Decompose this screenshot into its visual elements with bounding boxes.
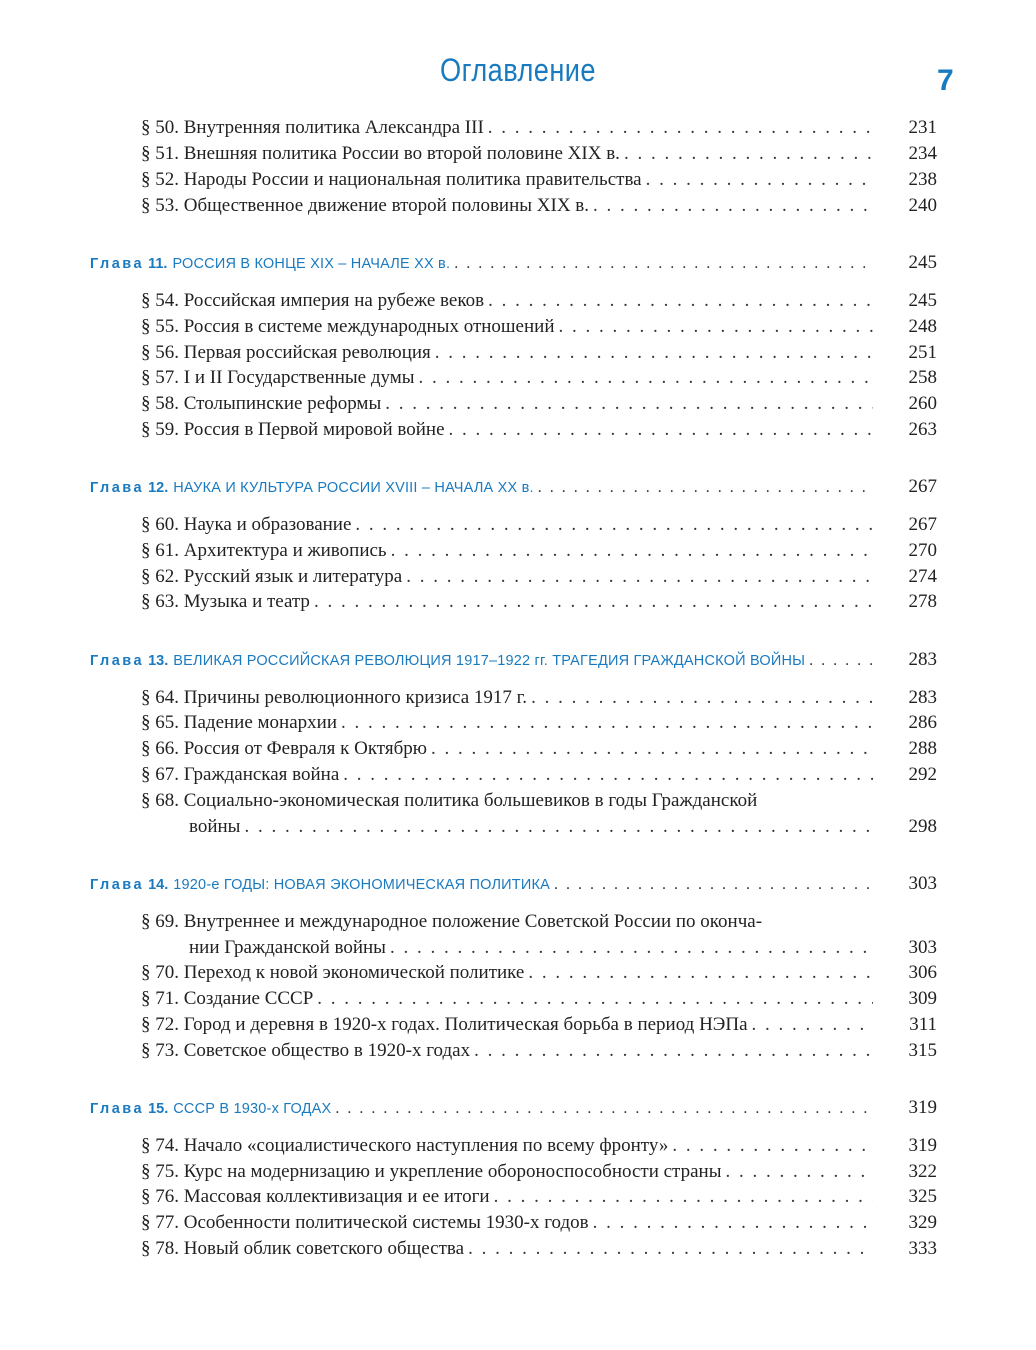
leader-dots	[752, 1014, 874, 1036]
toc-entry[interactable]	[141, 764, 937, 790]
toc-entry-label: § 59. Россия в Первой мировой войне	[141, 419, 445, 440]
leader-dots	[558, 316, 873, 338]
toc-entry-label: § 52. Народы России и национальная политика правительства	[141, 169, 642, 190]
toc-entry-page: 240	[908, 195, 937, 216]
leader-dots	[391, 540, 873, 562]
leader-dots	[454, 255, 873, 273]
toc-entry-page: 329	[908, 1212, 937, 1233]
toc-chapter[interactable]	[90, 476, 937, 502]
toc-entry-page: 238	[908, 169, 937, 190]
leader-dots	[488, 117, 873, 139]
toc-entry-page: 263	[908, 419, 937, 440]
chapter-number: 12.	[148, 480, 169, 496]
toc-entry[interactable]	[141, 1161, 937, 1187]
chapter-number: 15.	[148, 1101, 169, 1117]
leader-dots	[494, 1186, 873, 1208]
leader-dots	[449, 419, 873, 441]
leader-dots	[528, 962, 873, 984]
toc-entry[interactable]	[141, 1135, 937, 1161]
toc-chapter[interactable]	[90, 252, 937, 278]
toc-entry-page: 319	[908, 1135, 937, 1156]
toc-entry[interactable]	[141, 1014, 937, 1040]
toc-entry-label: § 60. Наука и образование	[141, 514, 352, 535]
leader-dots	[593, 1212, 873, 1234]
toc-entry[interactable]	[141, 367, 937, 393]
chapter-word: Глава	[90, 256, 145, 272]
leader-dots	[646, 169, 873, 191]
toc-entry-label: § 55. Россия в системе международных отношений	[141, 316, 555, 337]
toc-entry-label: § 62. Русский язык и литература	[141, 566, 403, 587]
toc-entry-page: 248	[908, 316, 937, 337]
toc-entry-page: 288	[908, 738, 937, 759]
toc-entry[interactable]	[141, 195, 937, 221]
toc-entry-label: § 53. Общественное движение второй половины XIX в.	[141, 195, 590, 216]
leader-dots	[343, 764, 873, 786]
toc-entry-label: § 65. Падение монархии	[141, 712, 337, 733]
toc-entry[interactable]	[141, 540, 937, 566]
toc-entry-page: 274	[908, 566, 937, 587]
toc-entry-page: 270	[908, 540, 937, 561]
toc-entry-page: 333	[908, 1238, 937, 1259]
toc-entry[interactable]	[141, 1238, 937, 1264]
toc-entry[interactable]	[141, 687, 937, 713]
leader-dots	[593, 195, 873, 217]
toc-entry-label: § 71. Создание СССР	[141, 988, 314, 1009]
toc-entry-label: § 69. Внутреннее и международное положение Советской России по оконча-	[141, 911, 763, 932]
toc-entry-page: 303	[908, 873, 937, 894]
toc-entry-label: § 54. Российская империя на рубеже веков	[141, 290, 485, 311]
toc-entry-page: 315	[908, 1040, 937, 1061]
toc-entry-label: § 74. Начало «социалистического наступления по всему фронту»	[141, 1135, 669, 1156]
toc-entry-page: 322	[908, 1161, 937, 1182]
leader-dots	[390, 937, 873, 959]
toc-entry-label: § 58. Столыпинские реформы	[141, 393, 382, 414]
toc-entry-label: § 56. Первая российская революция	[141, 342, 431, 363]
toc-entry-page: 283	[908, 687, 937, 708]
toc-entry-page: 231	[908, 117, 937, 138]
toc-entry-label: § 64. Причины революционного кризиса 1917 г.	[141, 687, 528, 708]
toc-chapter[interactable]	[90, 873, 937, 899]
toc-entry-page: 283	[908, 649, 937, 670]
toc-chapter[interactable]	[90, 1097, 937, 1123]
toc-entry-label: § 76. Массовая коллективизация и ее итоги	[141, 1186, 490, 1207]
toc-entry-page: 298	[908, 816, 937, 837]
toc-entry-label: § 50. Внутренняя политика Александра III	[141, 117, 484, 138]
toc-entry[interactable]	[141, 342, 937, 368]
toc-entry[interactable]	[141, 419, 937, 445]
leader-dots	[538, 479, 873, 497]
toc-entry-label: § 57. I и II Государственные думы	[141, 367, 415, 388]
leader-dots	[809, 652, 873, 670]
chapter-word: Глава	[90, 1101, 145, 1117]
toc-entry-page: 260	[908, 393, 937, 414]
leader-dots	[725, 1161, 873, 1183]
toc-entry[interactable]	[141, 566, 937, 592]
toc-entry-page: 325	[908, 1186, 937, 1207]
toc-entry[interactable]	[141, 988, 937, 1014]
toc-entry[interactable]	[141, 1040, 937, 1066]
toc-entry-page: 245	[908, 252, 937, 273]
chapter-word: Глава	[90, 480, 145, 496]
toc-entry[interactable]	[141, 962, 937, 988]
leader-dots	[314, 591, 873, 613]
toc-entry[interactable]	[141, 316, 937, 342]
chapter-number: 14.	[148, 877, 169, 893]
toc-entry-label: § 73. Советское общество в 1920-х годах	[141, 1040, 471, 1061]
toc-entry-label: § 51. Внешняя политика России во второй половине XIX в.	[141, 143, 620, 164]
toc-entry-page: 267	[908, 514, 937, 535]
leader-dots	[341, 712, 873, 734]
toc-entry[interactable]	[141, 1186, 937, 1212]
toc-entry-label: § 75. Курс на модернизацию и укрепление обороноспособности страны	[141, 1161, 722, 1182]
toc-entry-page: 267	[908, 476, 937, 497]
toc-entry-page: 258	[908, 367, 937, 388]
toc-entry-label: § 77. Особенности политической системы 1930-х годов	[141, 1212, 589, 1233]
chapter-title: ВЕЛИКАЯ РОССИЙСКАЯ РЕВОЛЮЦИЯ 1917–1922 гг. ТРАГЕДИЯ ГРАЖДАНСКОЙ ВОЙНЫ	[173, 653, 806, 669]
chapter-word: Глава	[90, 653, 145, 669]
toc-entry-label-cont: войны	[189, 816, 241, 837]
toc-entry-page: 306	[908, 962, 937, 983]
toc-entry[interactable]	[141, 514, 937, 540]
toc-entry-page: 278	[908, 591, 937, 612]
toc-entry[interactable]	[141, 1212, 937, 1238]
toc-entry[interactable]	[141, 937, 937, 963]
leader-dots	[624, 143, 873, 165]
toc-entry-label: § 63. Музыка и театр	[141, 591, 310, 612]
chapter-number: 11.	[148, 256, 168, 272]
toc-entry-label-cont: нии Гражданской войны	[189, 937, 386, 958]
leader-dots	[244, 816, 873, 838]
toc-entry-page: 292	[908, 764, 937, 785]
leader-dots	[672, 1135, 873, 1157]
toc-entry-label: § 78. Новый облик советского общества	[141, 1238, 465, 1259]
toc-entry-page: 251	[908, 342, 937, 363]
toc-entry-line1[interactable]	[141, 911, 937, 937]
leader-dots	[406, 566, 873, 588]
toc-entry-page: 311	[909, 1014, 937, 1035]
leader-dots	[385, 393, 873, 415]
leader-dots	[355, 514, 873, 536]
chapter-word: Глава	[90, 877, 145, 893]
leader-dots	[419, 367, 873, 389]
chapter-title: 1920-е ГОДЫ: НОВАЯ ЭКОНОМИЧЕСКАЯ ПОЛИТИКА	[173, 877, 550, 893]
toc-entry-label: § 61. Архитектура и живопись	[141, 540, 387, 561]
toc-entry[interactable]	[141, 143, 937, 169]
toc-entry[interactable]	[141, 169, 937, 195]
leader-dots	[474, 1040, 873, 1062]
toc-entry[interactable]	[141, 712, 937, 738]
toc-entry[interactable]	[141, 117, 937, 143]
toc-entry[interactable]	[141, 591, 937, 617]
toc-entry[interactable]	[141, 393, 937, 419]
toc-entry-page: 319	[908, 1097, 937, 1118]
toc-entry-page: 303	[908, 937, 937, 958]
toc-entry-label: § 67. Гражданская война	[141, 764, 340, 785]
toc-entry[interactable]	[141, 816, 937, 842]
leader-dots	[317, 988, 873, 1010]
leader-dots	[335, 1100, 873, 1118]
leader-dots	[435, 342, 873, 364]
toc-entry-label: § 66. Россия от Февраля к Октябрю	[141, 738, 427, 759]
chapter-title: РОССИЯ В КОНЦЕ XIX – НАЧАЛЕ XX в.	[172, 256, 451, 272]
page-title: Оглавление	[440, 52, 596, 88]
toc-entry-page: 245	[908, 290, 937, 311]
chapter-title: НАУКА И КУЛЬТУРА РОССИИ XVIII – НАЧАЛА XX в.	[173, 480, 534, 496]
toc-entry-label: § 68. Социально-экономическая политика большевиков в годы Гражданской	[141, 790, 758, 811]
leader-dots	[531, 687, 873, 709]
leader-dots	[488, 290, 873, 312]
page-number: 7	[937, 64, 954, 97]
leader-dots	[431, 738, 873, 760]
chapter-title: СССР В 1930-х ГОДАХ	[173, 1101, 332, 1117]
toc-entry-page: 286	[908, 712, 937, 733]
toc-entry-line1[interactable]	[141, 790, 937, 816]
toc-entry-page: 234	[908, 143, 937, 164]
toc-entry[interactable]	[141, 738, 937, 764]
leader-dots	[554, 876, 873, 894]
toc-entry-label: § 72. Город и деревня в 1920-х годах. Политическая борьба в период НЭПа	[141, 1014, 748, 1035]
toc-chapter[interactable]	[90, 649, 937, 675]
leader-dots	[468, 1238, 873, 1260]
toc-entry[interactable]	[141, 290, 937, 316]
toc-entry-page: 309	[908, 988, 937, 1009]
toc-entry-label: § 70. Переход к новой экономической политике	[141, 962, 525, 983]
chapter-number: 13.	[148, 653, 169, 669]
